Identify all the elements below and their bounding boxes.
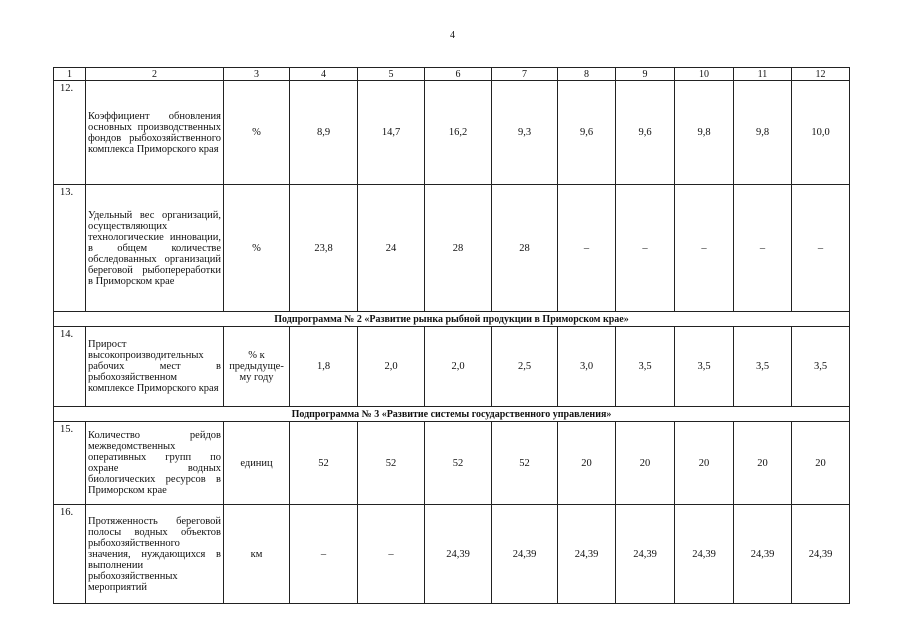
indicator-value: 24,39 — [425, 505, 492, 604]
indicator-value: 9,6 — [616, 81, 675, 185]
indicator-value: 24,39 — [492, 505, 558, 604]
subprogram-title: Подпрограмма № 3 «Развитие системы государственного управления» — [54, 407, 850, 422]
indicator-value: 20 — [734, 422, 792, 505]
indicator-value: 24,39 — [616, 505, 675, 604]
indicator-value: 20 — [558, 422, 616, 505]
indicator-name: Коэффициент обновления основных производственных фондов рыбохозяйственного комплекса Приморского края — [86, 81, 224, 185]
indicator-value: 16,2 — [425, 81, 492, 185]
indicator-value: – — [290, 505, 358, 604]
row-number: 16. — [54, 505, 86, 604]
indicator-value: 3,5 — [734, 327, 792, 407]
indicator-value: 20 — [792, 422, 850, 505]
column-number-header — [54, 68, 850, 81]
indicator-value: – — [792, 185, 850, 312]
indicator-value: 3,5 — [616, 327, 675, 407]
column-number: 9 — [616, 68, 675, 81]
indicator-value: 20 — [675, 422, 734, 505]
column-number: 1 — [54, 68, 86, 81]
indicators-table — [53, 67, 850, 604]
indicator-value: 3,0 — [558, 327, 616, 407]
subprogram-section-row — [54, 312, 850, 327]
column-number: 5 — [358, 68, 425, 81]
row-number: 15. — [54, 422, 86, 505]
column-number: 11 — [734, 68, 792, 81]
indicator-value: 2,0 — [358, 327, 425, 407]
indicator-name: Протяженность береговой полосы водных объектов рыбохозяйственного значения, нуждающихся в выполнении рыбохозяйственных мероприятий — [86, 505, 224, 604]
indicator-value: 3,5 — [675, 327, 734, 407]
table-row — [54, 185, 850, 312]
column-number: 7 — [492, 68, 558, 81]
column-number: 6 — [425, 68, 492, 81]
page-number: 4 — [450, 30, 455, 41]
table-row — [54, 422, 850, 505]
column-number: 3 — [224, 68, 290, 81]
indicator-value: 24,39 — [558, 505, 616, 604]
indicator-value: 28 — [492, 185, 558, 312]
indicator-value: 8,9 — [290, 81, 358, 185]
indicator-value: 14,7 — [358, 81, 425, 185]
column-number: 8 — [558, 68, 616, 81]
row-number: 14. — [54, 327, 86, 407]
indicator-value: – — [616, 185, 675, 312]
column-number: 4 — [290, 68, 358, 81]
indicator-value: 1,8 — [290, 327, 358, 407]
column-number: 12 — [792, 68, 850, 81]
indicator-name: Удельный вес организаций, осуществляющих технологические инновации, в общем количестве обследованных организаций береговой рыбопереработки в Приморском крае — [86, 185, 224, 312]
row-number: 12. — [54, 81, 86, 185]
indicator-value: 2,5 — [492, 327, 558, 407]
indicator-value: – — [734, 185, 792, 312]
indicator-value: 24,39 — [675, 505, 734, 604]
indicator-value: – — [358, 505, 425, 604]
column-number: 10 — [675, 68, 734, 81]
indicator-value: 9,8 — [734, 81, 792, 185]
indicator-value: 52 — [358, 422, 425, 505]
indicator-value: 9,6 — [558, 81, 616, 185]
table-row — [54, 327, 850, 407]
unit-of-measure: км — [224, 505, 290, 604]
indicator-value: 52 — [492, 422, 558, 505]
unit-of-measure: % — [224, 81, 290, 185]
indicator-value: 24 — [358, 185, 425, 312]
indicator-value: 20 — [616, 422, 675, 505]
indicator-value: 28 — [425, 185, 492, 312]
indicator-value: 52 — [290, 422, 358, 505]
indicator-value: 10,0 — [792, 81, 850, 185]
indicator-value: 52 — [425, 422, 492, 505]
indicator-value: 9,3 — [492, 81, 558, 185]
row-number: 13. — [54, 185, 86, 312]
subprogram-section-row — [54, 407, 850, 422]
indicator-value: 9,8 — [675, 81, 734, 185]
unit-of-measure: % к предыдуще-му году — [224, 327, 290, 407]
table-row — [54, 505, 850, 604]
indicator-name: Прирост высокопроизводительных рабочих мест в рыбохозяйственном комплексе Приморского края — [86, 327, 224, 407]
indicator-value: 24,39 — [734, 505, 792, 604]
indicator-value: 2,0 — [425, 327, 492, 407]
unit-of-measure: % — [224, 185, 290, 312]
indicator-value: – — [675, 185, 734, 312]
indicator-value: 3,5 — [792, 327, 850, 407]
column-number: 2 — [86, 68, 224, 81]
indicator-value: 23,8 — [290, 185, 358, 312]
table-row — [54, 81, 850, 185]
indicator-value: – — [558, 185, 616, 312]
subprogram-title: Подпрограмма № 2 «Развитие рынка рыбной продукции в Приморском крае» — [54, 312, 850, 327]
indicator-value: 24,39 — [792, 505, 850, 604]
indicator-name: Количество рейдов межведомственных оперативных групп по охране водных биологических ресурсов в Приморском крае — [86, 422, 224, 505]
unit-of-measure: единиц — [224, 422, 290, 505]
